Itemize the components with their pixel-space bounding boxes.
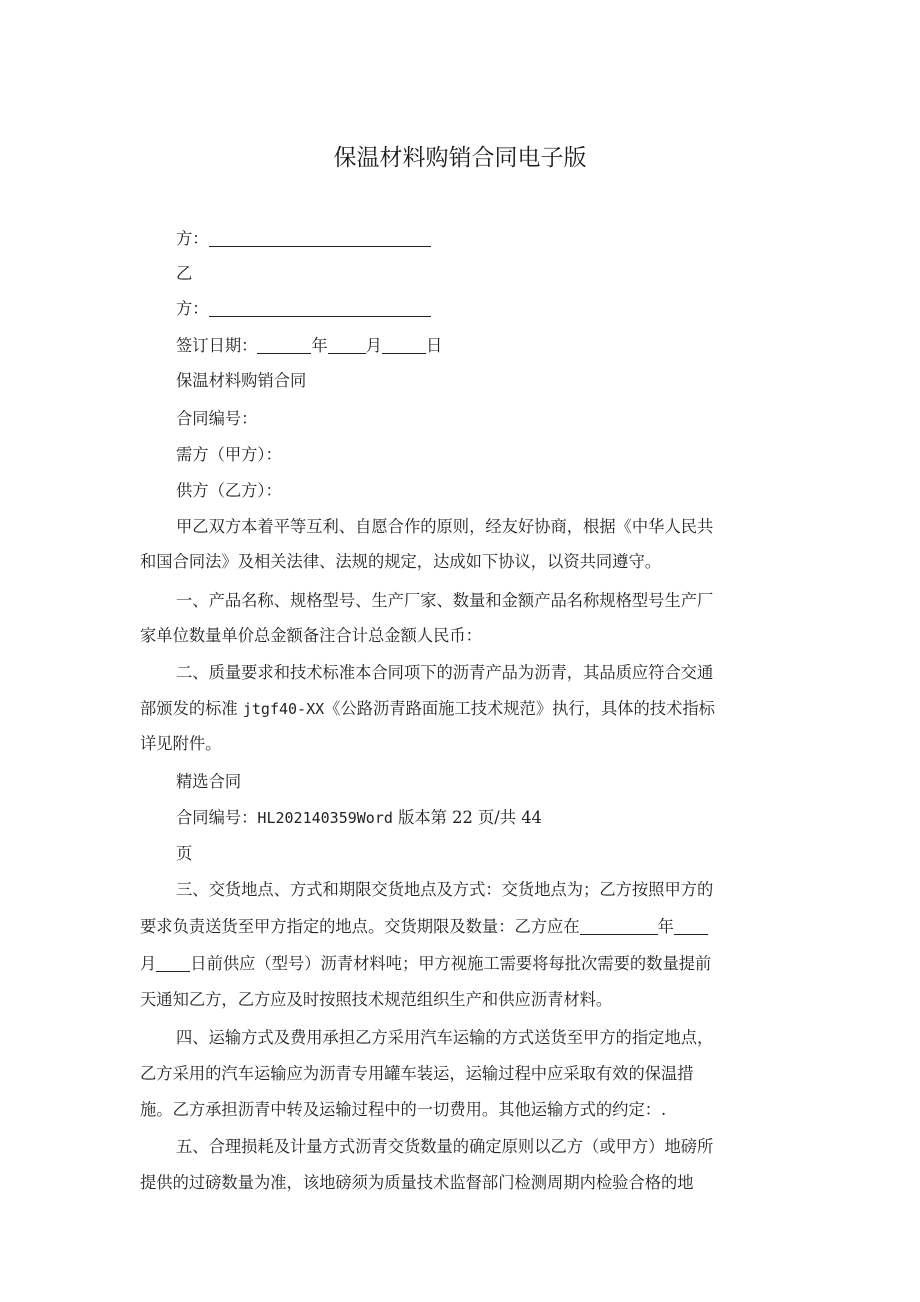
party-a-line [176, 227, 431, 251]
delivery-day-blank [156, 954, 190, 972]
day-blank [382, 336, 426, 354]
year-label: 年 [311, 336, 328, 355]
supply-party: 供方（乙方）： [176, 481, 282, 500]
footer-code: HL202140359Word [257, 809, 393, 827]
party-b-blank [209, 299, 431, 317]
section2-text-a: 部颁发的标准 [140, 699, 243, 718]
delivery-year-blank [580, 917, 658, 935]
standard-code: jtgf40-XX [242, 700, 325, 718]
party-b-line [176, 297, 431, 321]
section4-line-3: 施。乙方承担沥青中转及运输过程中的一切费用。其他运输方式的约定：. [140, 1100, 667, 1119]
sign-date-label: 签订日期： [176, 336, 258, 355]
section3-text-b: 日前供应（型号）沥青材料吨；甲方视施工需要将每批次需要的数量提前 [190, 954, 712, 973]
footer-no-label: 合同编号： [176, 808, 258, 827]
section4-line-2: 乙方采用的汽车运输应为沥青专用罐车装运，运输过程中应采取有效的保温措 [140, 1064, 694, 1083]
section2-line-3: 详见附件。 [140, 734, 222, 753]
intro-line-1: 甲乙双方本着平等互利、自愿合作的原则，经友好协商，根据《中华人民共 [176, 517, 714, 536]
month-blank [328, 336, 366, 354]
party-a-label: 方： [176, 229, 209, 248]
delivery-month-label: 月 [140, 954, 157, 973]
demand-party: 需方（甲方）： [176, 445, 282, 464]
footer-page-text: 版本第 22 页/共 44 [392, 808, 542, 827]
section5-line-1: 五、合理损耗及计量方式沥青交货数量的确定原则以乙方（或甲方）地磅所 [176, 1137, 714, 1156]
section3-line-2 [140, 915, 708, 939]
delivery-year-label: 年 [657, 917, 674, 936]
section1-line-1: 一、产品名称、规格型号、生产厂家、数量和金额产品名称规格型号生产厂 [176, 591, 714, 610]
section1-line-2: 家单位数量单价总金额备注合计总金额人民币： [140, 626, 482, 645]
contract-name: 保温材料购销合同 [176, 371, 307, 390]
contract-no-label: 合同编号： [176, 409, 258, 428]
party-b-label: 方： [176, 299, 209, 318]
party-a-blank [209, 229, 431, 247]
party-b-char: 乙 [176, 264, 193, 283]
intro-line-2: 和国合同法》及相关法律、法规的规定，达成如下协议，以资共同遵守。 [140, 552, 662, 571]
section3-line-3 [140, 952, 711, 976]
section2-line-2 [140, 697, 715, 721]
day-label: 日 [426, 336, 443, 355]
section2-text-b: 《公路沥青路面施工技术规范》执行，具体的技术指标 [324, 699, 715, 718]
section4-line-1: 四、运输方式及费用承担乙方采用汽车运输的方式送货至甲方的指定地点， [176, 1028, 714, 1047]
selected-contract: 精选合同 [176, 772, 242, 791]
delivery-month-blank [674, 917, 708, 935]
section2-line-1: 二、质量要求和技术标准本合同项下的沥青产品为沥青，其品质应符合交通 [176, 663, 714, 682]
sign-date-line [176, 334, 442, 358]
document-title: 保温材料购销合同电子版 [333, 145, 587, 171]
month-label: 月 [365, 336, 383, 355]
section3-text-a: 要求负责送货至甲方指定的地点。交货期限及数量：乙方应在 [140, 917, 580, 936]
section3-line-1: 三、交货地点、方式和期限交货地点及方式：交货地点为；乙方按照甲方的 [176, 880, 714, 899]
section5-line-2: 提供的过磅数量为准，该地磅须为质量技术监督部门检测周期内检验合格的地 [140, 1173, 694, 1192]
footer-page-char: 页 [176, 844, 193, 863]
footer-contract-no [176, 806, 542, 830]
section3-line-4: 天通知乙方，乙方应及时按照技术规范组织生产和供应沥青材料。 [140, 990, 613, 1009]
year-blank [257, 336, 311, 354]
